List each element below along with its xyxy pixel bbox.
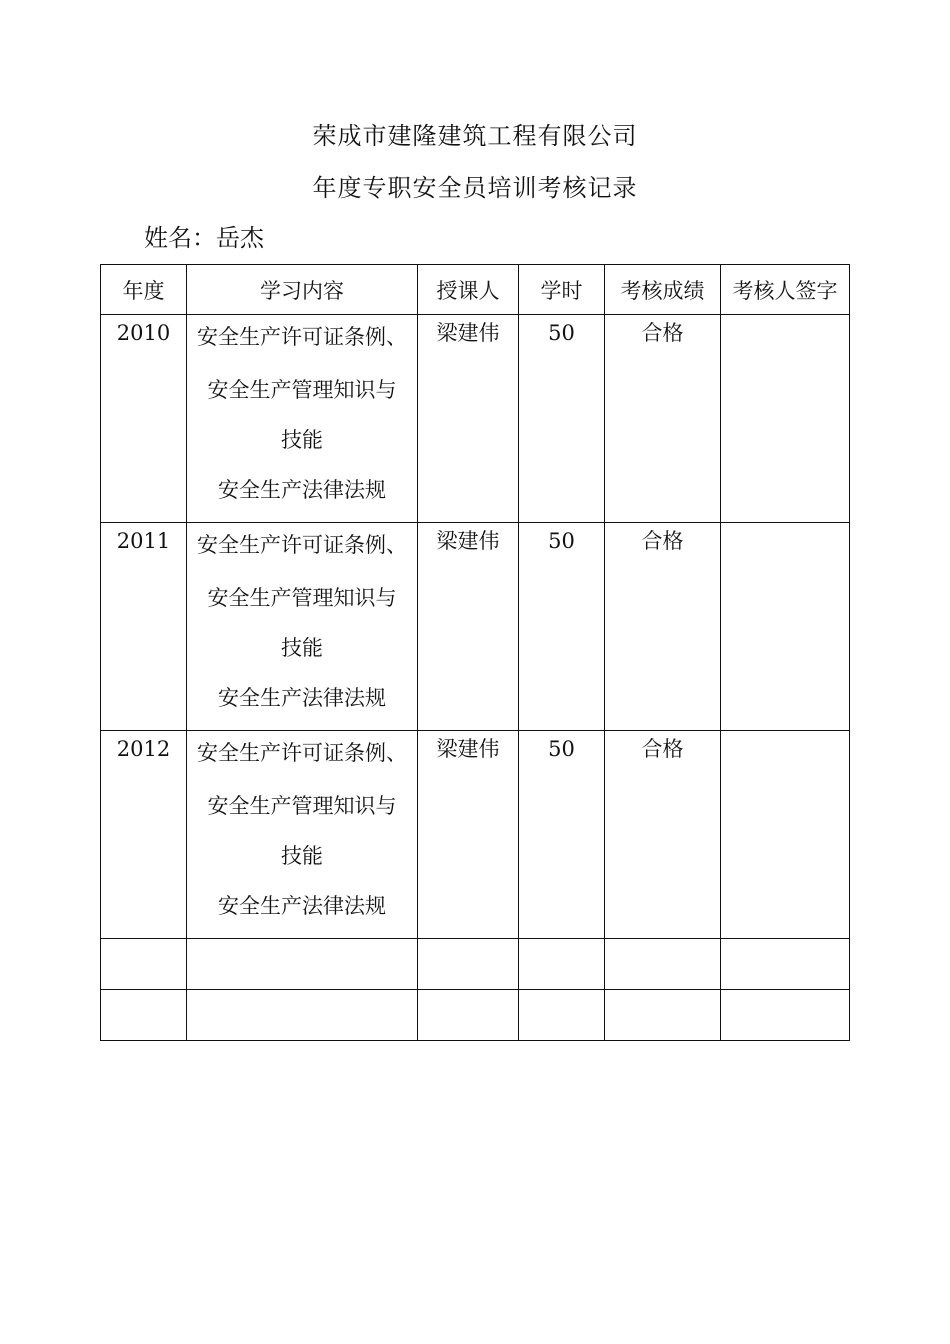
content-cell	[187, 731, 418, 939]
content-line: 技能	[281, 636, 323, 660]
result-text: 合格	[641, 737, 684, 761]
name-line	[144, 218, 264, 253]
table-row	[101, 523, 850, 731]
training-record-table	[100, 264, 850, 1041]
content-line: 安全生产管理知识与	[207, 378, 397, 402]
company-title: 荣成市建隆建筑工程有限公司	[312, 122, 638, 150]
hours-text: 50	[548, 737, 575, 761]
content-line: 安全生产许可证条例、	[197, 533, 407, 557]
lecturer-text: 梁建伟	[436, 737, 500, 761]
col-header-result: 考核成绩	[605, 265, 721, 315]
hours-text: 50	[548, 529, 575, 553]
content-line: 安全生产管理知识与	[207, 794, 397, 818]
empty-cell	[418, 990, 519, 1041]
empty-cell	[721, 939, 850, 990]
year-text: 2010	[116, 321, 171, 345]
signature-text	[721, 731, 849, 738]
result-text: 合格	[641, 321, 684, 345]
empty-cell	[187, 990, 418, 1041]
name-value: 岳杰	[216, 224, 264, 252]
empty-cell	[418, 939, 519, 990]
result-cell	[605, 315, 721, 523]
empty-table-row	[101, 939, 850, 990]
record-title: 年度专职安全员培训考核记录	[312, 174, 638, 202]
content-line: 安全生产法律法规	[218, 478, 386, 502]
result-text: 合格	[641, 529, 684, 553]
lecturer-cell	[418, 731, 519, 939]
hours-cell	[519, 315, 605, 523]
signature-cell	[721, 731, 850, 939]
content-line: 安全生产管理知识与	[207, 586, 397, 610]
col-header-hours: 学时	[519, 265, 605, 315]
content-line: 安全生产许可证条例、	[197, 325, 407, 349]
lecturer-text: 梁建伟	[436, 529, 500, 553]
year-text: 2012	[116, 737, 171, 761]
empty-cell	[187, 939, 418, 990]
content-line: 安全生产法律法规	[218, 894, 386, 918]
empty-cell	[519, 939, 605, 990]
result-cell	[605, 731, 721, 939]
empty-table-row	[101, 990, 850, 1041]
table-row	[101, 315, 850, 523]
col-header-signature: 考核人签字	[721, 265, 850, 315]
table-header-row	[101, 265, 850, 315]
empty-cell	[721, 990, 850, 1041]
lecturer-text: 梁建伟	[436, 321, 500, 345]
empty-cell	[605, 939, 721, 990]
lecturer-cell	[418, 523, 519, 731]
year-cell	[101, 731, 187, 939]
year-cell	[101, 523, 187, 731]
empty-cell	[101, 990, 187, 1041]
hours-text: 50	[548, 321, 575, 345]
empty-cell	[519, 990, 605, 1041]
hours-cell	[519, 523, 605, 731]
year-cell	[101, 315, 187, 523]
lecturer-cell	[418, 315, 519, 523]
content-cell	[187, 315, 418, 523]
content-line: 技能	[281, 428, 323, 452]
signature-cell	[721, 315, 850, 523]
empty-cell	[101, 939, 187, 990]
result-cell	[605, 523, 721, 731]
content-cell	[187, 523, 418, 731]
table-row	[101, 731, 850, 939]
content-line: 安全生产许可证条例、	[197, 741, 407, 765]
col-header-lecturer: 授课人	[418, 265, 519, 315]
content-line: 技能	[281, 844, 323, 868]
signature-text	[721, 315, 849, 322]
signature-cell	[721, 523, 850, 731]
name-label: 姓名：	[144, 224, 216, 252]
content-line: 安全生产法律法规	[218, 686, 386, 710]
year-text: 2011	[116, 529, 171, 553]
empty-cell	[605, 990, 721, 1041]
hours-cell	[519, 731, 605, 939]
col-header-year: 年度	[101, 265, 187, 315]
signature-text	[721, 523, 849, 530]
col-header-content: 学习内容	[187, 265, 418, 315]
